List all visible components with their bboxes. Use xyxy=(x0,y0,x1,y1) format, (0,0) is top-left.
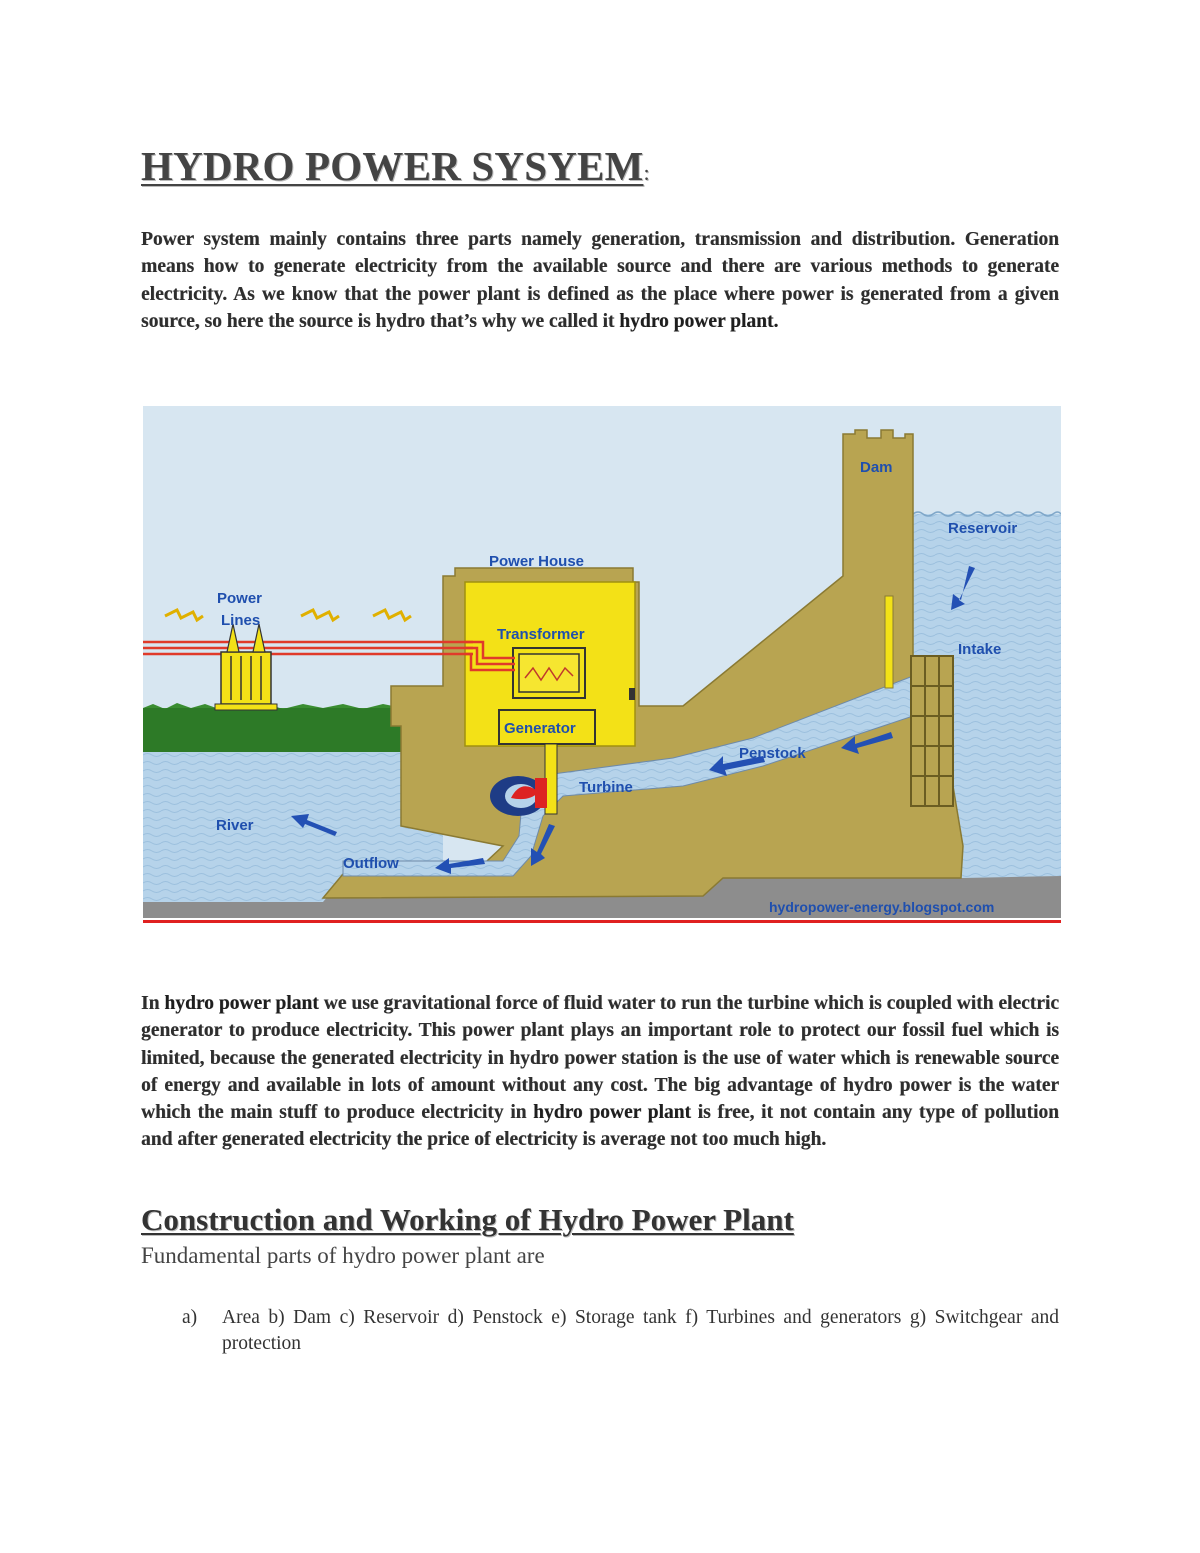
intro-text: Power system mainly contains three parts namely generation, transmission and distribution. Generation means how to generate electricity from the available source and there are various methods to generate electricity. As we know that the power plant is defined as the place where power is generated from a given source, so here the source is hydro that’s why we called it xyxy=(141,229,1059,332)
label-power-lines-2: Lines xyxy=(221,612,261,629)
intro-bold-term: hydro power plant xyxy=(619,310,774,332)
list-item-text: Area b) Dam c) Reservoir d) Penstock e) Storage tank f) Turbines and generators g) Switchgear and protection xyxy=(222,1307,1059,1354)
intro-paragraph xyxy=(141,226,1059,335)
label-power-lines-1: Power xyxy=(217,590,263,607)
label-river: River xyxy=(216,817,254,834)
body-bold-term-1: hydro power plant xyxy=(164,993,319,1014)
label-dam: Dam xyxy=(860,459,893,476)
label-intake: Intake xyxy=(958,641,1002,658)
body-mid-2: is free, it not contain any type of pollution and after generated electricity the price of electricity is average not too much high. xyxy=(141,1102,1060,1151)
label-power-house: Power House xyxy=(489,553,585,570)
body-bold-term-2: hydro power plant xyxy=(533,1102,691,1124)
body-mid-1: we use gravitational force of fluid water to run the turbine which is coupled with electric generator to produce electricity. This power plant plays an important role to protect our fossil fuel which is limited, because the generated electricity in hydro power station is the use of water which is renewable source of energy and available in lots of amount without any cost. The big advantage of hydro power is the water which the main stuff to produce electricity in xyxy=(141,993,1059,1124)
label-outflow: Outflow xyxy=(343,855,399,872)
label-penstock: Penstock xyxy=(739,745,806,762)
label-turbine: Turbine xyxy=(579,779,633,796)
image-credit: hydropower-energy.blogspot.com xyxy=(769,899,995,915)
grass-bank xyxy=(143,708,403,752)
label-generator: Generator xyxy=(504,720,576,737)
label-reservoir: Reservoir xyxy=(948,520,1018,537)
page-title-text: HYDRO POWER SYSYEM xyxy=(141,143,644,189)
intro-tail: . xyxy=(773,310,779,332)
body-paragraph xyxy=(141,990,1059,1154)
body-lead: In xyxy=(141,993,165,1014)
section-subheading: Fundamental parts of hydro power plant are xyxy=(141,1243,545,1268)
list-marker: a) xyxy=(182,1307,198,1328)
page-title-colon: : xyxy=(643,160,650,185)
hydro-plant-diagram xyxy=(143,406,1061,918)
page-title xyxy=(141,142,650,190)
label-transformer: Transformer xyxy=(497,626,585,643)
figure-underline xyxy=(143,920,1061,923)
section-heading: Construction and Working of Hydro Power Plant xyxy=(141,1202,794,1237)
